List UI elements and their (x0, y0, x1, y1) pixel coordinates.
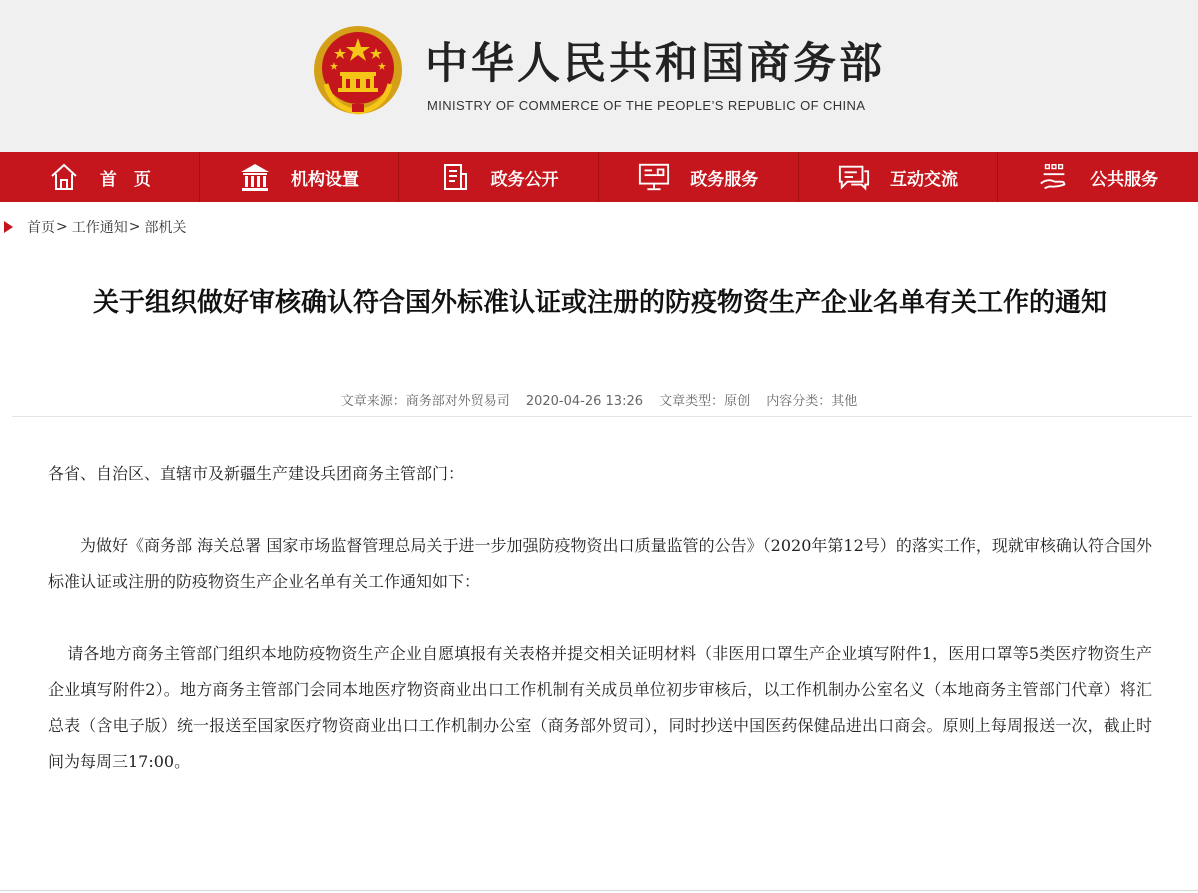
monitor-icon (638, 161, 670, 193)
breadcrumb-separator: > (56, 219, 68, 235)
nav-label: 公共服务 (1090, 169, 1159, 190)
nav-item-interaction[interactable] (799, 152, 999, 202)
article-paragraph: 为做好《商务部 海关总署 国家市场监督管理总局关于进一步加强防疫物资出口质量监管的公告》（2020年第12号）的落实工作，现就审核确认符合国外标准认证或注册的防疫物资生产企业名单有关工作通知如下： (48, 536, 1152, 591)
article-title: 关于组织做好审核确认符合国外标准认证或注册的防疫物资生产企业名单有关工作的通知 (92, 288, 1107, 318)
breadcrumb-ministry[interactable]: 部机关 (144, 220, 187, 236)
bottom-border (0, 890, 1198, 891)
site-title: 中华人民共和国商务部 (425, 39, 885, 89)
nav-item-gov-services[interactable] (599, 152, 799, 202)
building-icon (239, 161, 271, 193)
nav-label: 首 页 (99, 169, 151, 190)
article-body (48, 456, 1152, 816)
national-emblem-icon[interactable] (312, 24, 404, 116)
home-icon (48, 161, 80, 193)
chat-icon (838, 161, 870, 193)
article-date: 2020-04-26 13:26 (525, 394, 643, 409)
site-subtitle: MINISTRY OF COMMERCE OF THE PEOPLE’S REPUBLIC OF CHINA (427, 98, 866, 113)
breadcrumb-arrow-icon (4, 221, 13, 233)
article-category: 内容分类：其他 (766, 394, 858, 409)
breadcrumb-separator: > (128, 219, 141, 235)
nav-item-home[interactable] (0, 152, 200, 202)
article-meta (0, 390, 1198, 409)
article-type: 文章类型：原创 (659, 394, 751, 409)
article-paragraph: 请各地方商务主管部门组织本地防疫物资生产企业自愿填报有关表格并提交相关证明材料（非医用口罩生产企业填写附件1，医用口罩等5类医疗物资生产企业填写附件2）。地方商务主管部门会同本地医疗物资商业出口工作机制有关成员单位初步审核后，以工作机制办公室名义（本地商务主管部门代章）将汇总表（含电子版）统一报送至国家医疗物资商业出口工作机制办公室（商务部外贸司），同时抄送中国医药保健品进出口商会。原则上每周报送一次，截止时间为每周三17:00。 (48, 644, 1152, 771)
breadcrumb (0, 216, 186, 238)
nav-label: 机构设置 (290, 169, 359, 190)
nav-label: 政务公开 (490, 169, 559, 190)
main-nav (0, 152, 1198, 202)
nav-label: 政务服务 (690, 169, 759, 190)
nav-item-organization[interactable] (200, 152, 400, 202)
nav-item-public-services[interactable] (998, 152, 1198, 202)
nav-label: 互动交流 (889, 169, 958, 190)
article-paragraph: 各省、自治区、直辖市及新疆生产建设兵团商务主管部门： (48, 464, 465, 483)
document-icon (439, 161, 471, 193)
nav-item-gov-affairs[interactable] (399, 152, 599, 202)
meta-divider (12, 416, 1192, 417)
site-header (0, 0, 1198, 152)
breadcrumb-home[interactable]: 首页 (27, 220, 55, 236)
hand-service-icon (1038, 161, 1070, 193)
article-source: 文章来源：商务部对外贸易司 (340, 394, 510, 409)
breadcrumb-work-notices[interactable]: 工作通知 (71, 220, 128, 236)
